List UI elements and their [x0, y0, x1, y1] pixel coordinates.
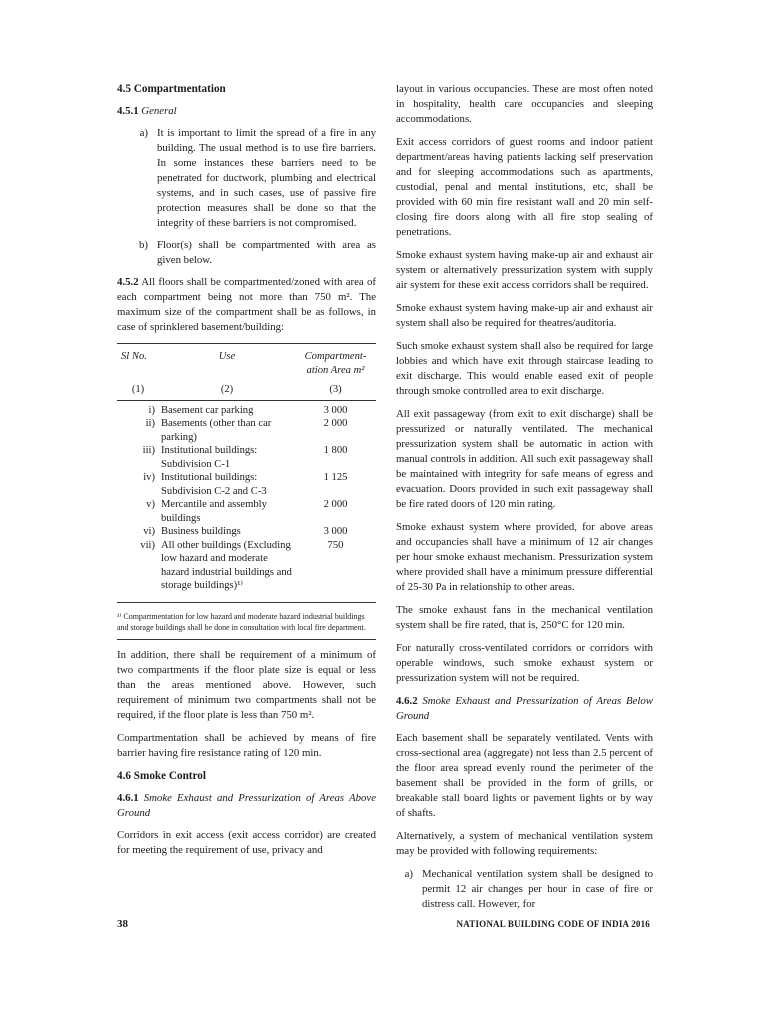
table-row: [117, 471, 376, 498]
cell-area: 2 000: [323, 418, 348, 429]
cell-use: Mercantile and assembly buildings: [161, 499, 267, 524]
paragraph: Exit access corridors of guest rooms and indoor patient department/areas having patients lacking self preservation and for sleeping accommodations such as apartments, custodial, penal and mental institutions, etc, shall be provided with 60 min fire resistant wall and 20 min self-closing fire doors along with all fire stop sealing of penetrations.: [396, 136, 653, 238]
table-footnote: ¹⁾ Compartmentation for low hazard and moderate hazard industrial buildings and storage buildings shall be done in consultation with local fire department.: [117, 603, 376, 640]
cell-area: 1 125: [323, 472, 348, 483]
table-row: [117, 498, 376, 525]
paragraph: Smoke exhaust system where provided, for above areas and occupancies shall have a minimum of 12 air changes per hour smoke exhaust mechanism. Pressurization system where provided shall have a minimum pressure differential of 25-30 Pa in relationship to other areas.: [396, 521, 653, 593]
paragraph: The smoke exhaust fans in the mechanical ventilation system shall be fire rated, that is, 250°C for 120 min.: [396, 604, 653, 631]
cell-area: 2 000: [323, 499, 348, 510]
section-number: 4.6.2: [396, 695, 418, 707]
left-column: [117, 82, 376, 866]
column-number: (3): [295, 379, 376, 400]
list-item: [117, 238, 376, 268]
cell-use: Basement car parking: [161, 404, 254, 416]
paragraph: Alternatively, a system of mechanical ventilation system may be provided with following requirements:: [396, 830, 653, 857]
table-row: [117, 417, 376, 444]
cell-sl: ii): [145, 418, 155, 429]
list-item-text: It is important to limit the spread of a fire in any building. The usual method is to use fire barriers. In some instances these barriers need to be penetrated for ductwork, plumbing and electrical systems, and in such cases, use of passive fire protection measures shall be done so that the integrity of these barriers is not compromised.: [157, 127, 376, 229]
table-row: [117, 525, 376, 539]
table-row: [117, 400, 376, 417]
table-row: [117, 444, 376, 471]
section-4-6-2-heading: [396, 694, 653, 724]
page-number: 38: [117, 918, 128, 930]
paragraph: Smoke exhaust system having make-up air and exhaust air system or alternatively pressurization system with supply air system for these exit access corridors shall be required.: [396, 249, 653, 291]
table-row: [117, 539, 376, 603]
cell-area: 750: [295, 539, 376, 603]
section-4-5-1-heading: [117, 104, 376, 119]
running-footer: NATIONAL BUILDING CODE OF INDIA 2016: [456, 919, 650, 929]
paragraph: In addition, there shall be requirement of a minimum of two compartments if the floor plate size is equal or less than the areas mentioned above. However, such requirement of minimum two compartments shall not be required, if the floor plate is less than 750 m².: [117, 648, 376, 721]
section-4-6-heading: 4.6 Smoke Control: [117, 769, 206, 782]
section-number: 4.5.1: [117, 105, 139, 117]
list-item: [117, 126, 376, 231]
paragraph: Such smoke exhaust system shall also be required for large lobbies and which have exit through staircase leading to exit discharge. This would enable eased exit of people through smoke controlled area to exit discharge.: [396, 340, 653, 397]
list-item-text: Mechanical ventilation system shall be designed to permit 12 air changes per hour in case of fire or distress call. However, for: [422, 868, 653, 910]
column-header-use: Use: [218, 351, 236, 362]
list-item-text: Floor(s) shall be compartmented with area as given below.: [157, 239, 376, 266]
cell-sl: vi): [143, 526, 155, 537]
right-column: [396, 82, 653, 919]
list-item: [396, 867, 653, 912]
general-list: [117, 126, 376, 268]
cell-sl: i): [148, 404, 155, 416]
paragraph: Corridors in exit access (exit access corridor) are created for meeting the requirement of use, privacy and: [117, 828, 376, 856]
cell-sl: iii): [142, 445, 155, 456]
section-title: Smoke Exhaust and Pressurization of Areas Above Ground: [117, 791, 377, 819]
column-number: (1): [117, 379, 159, 400]
cell-use: Business buildings: [161, 526, 241, 537]
cell-area: 3 000: [323, 404, 348, 416]
compartmentation-table: [117, 343, 376, 603]
column-number-row: [117, 379, 376, 400]
cell-sl: iv): [143, 472, 155, 483]
cell-area: 3 000: [323, 526, 348, 537]
cell-area: 1 800: [323, 445, 348, 456]
section-4-5-2-paragraph: [117, 275, 376, 335]
section-title: General: [141, 105, 177, 117]
paragraph: All exit passageway (from exit to exit discharge) shall be pressurized or naturally ventilated. The mechanical pressurization system shall be automatic in action with manual controls in addition. All such exit passageway shall be maintained with integrity for safe means of egress and evacuation. Doors provided in such exit passageway shall be fire rated doors of 120 min rating.: [396, 408, 653, 510]
cell-use: Basements (other than car parking): [161, 418, 272, 443]
cell-use: Institutional buildings: Subdivision C-2 and C-3: [161, 472, 267, 497]
section-4-5-heading: 4.5 Compartmentation: [117, 83, 226, 95]
paragraph-text: All floors shall be compartmented/zoned with area of each compartment being not more than 750 m². The maximum size of the compartment shall be as follows, in case of sprinklered basement/building:: [117, 276, 376, 333]
cell-use: Institutional buildings: Subdivision C-1: [161, 445, 258, 470]
paragraph: For naturally cross-ventilated corridors or corridors with operable windows, such smoke exhaust system or pressurization system will not be required.: [396, 642, 653, 684]
section-title: Smoke Exhaust and Pressurization of Areas Below Ground: [396, 695, 653, 722]
cell-sl: v): [146, 499, 155, 510]
table-header-row: [117, 344, 376, 380]
paragraph: Compartmentation shall be achieved by means of fire barrier having fire resistance rating of 120 min.: [117, 731, 376, 759]
cell-sl: vii): [117, 539, 159, 603]
cell-use: All other buildings (Excluding low hazard and moderate hazard industrial buildings and storage buildings)¹⁾: [159, 539, 295, 603]
section-number: 4.5.2: [117, 276, 139, 288]
column-number: (2): [159, 379, 295, 400]
list-marker: a): [139, 127, 148, 139]
list-marker: a): [404, 868, 413, 880]
section-number: 4.6.1: [117, 791, 139, 804]
column-header-sl: Sl No.: [121, 351, 147, 362]
list-marker: b): [139, 239, 148, 251]
paragraph: Each basement shall be separately ventilated. Vents with cross-sectional area (aggregate) not less than 2.5 percent of the floor area spread evenly round the perimeter of the basement shall be provided in the form of grills, or breakable stall board lights or pavement lights or by way of shafts.: [396, 732, 653, 819]
paragraph: Smoke exhaust system having make-up air and exhaust air system shall also be required for theatres/auditoria.: [396, 302, 653, 329]
ventilation-list: [396, 867, 653, 912]
section-4-6-1-heading: [117, 791, 376, 821]
column-header-area: Compartment-ation Area m²: [304, 351, 367, 376]
paragraph: layout in various occupancies. These are most often noted in hospitality, health care occupancies and sleeping accommodations.: [396, 83, 653, 125]
